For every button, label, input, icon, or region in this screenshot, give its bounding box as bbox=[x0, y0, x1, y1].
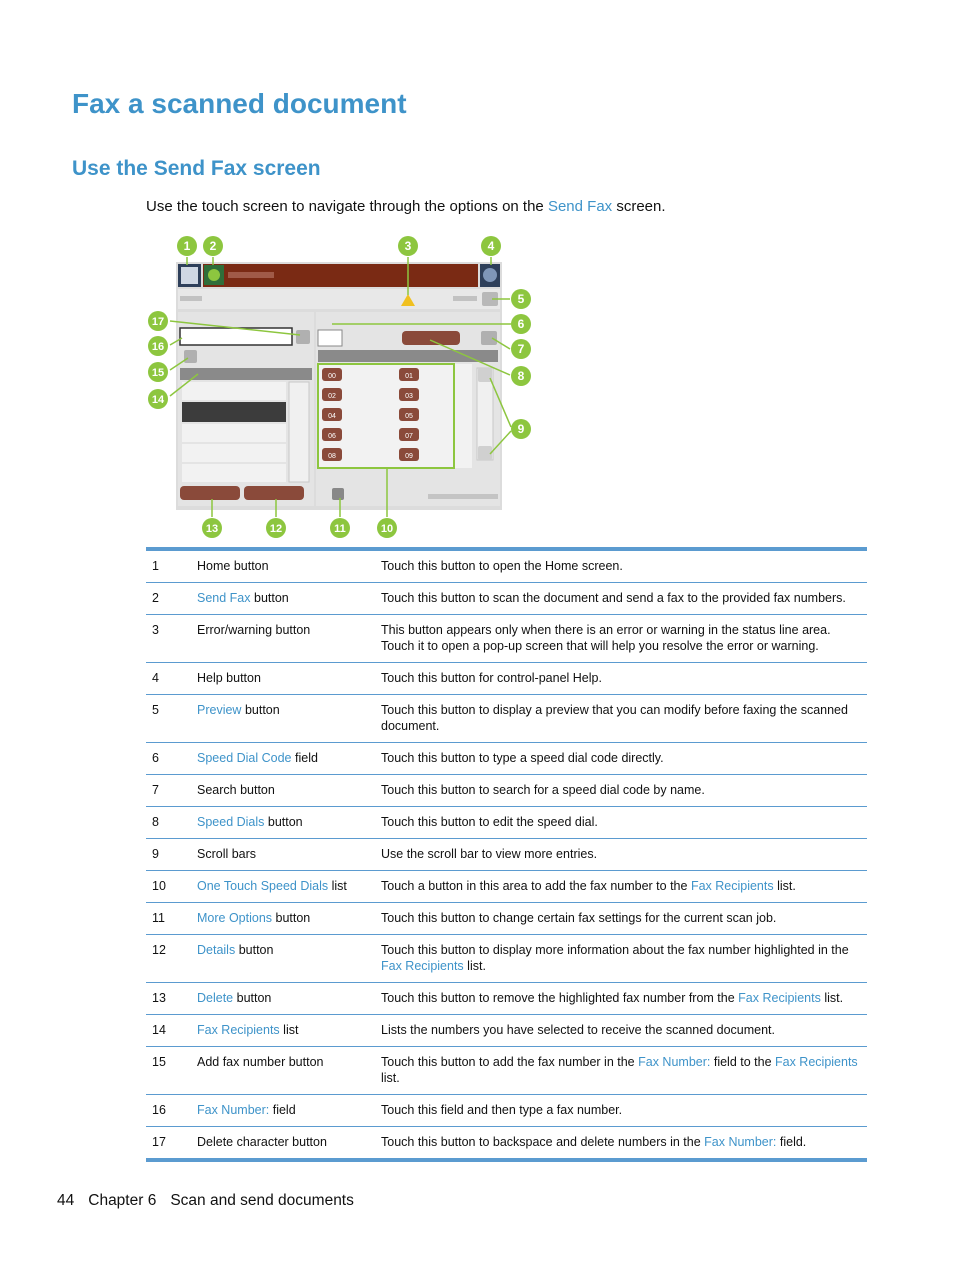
svg-text:6: 6 bbox=[517, 317, 525, 331]
svg-text:00: 00 bbox=[328, 373, 336, 380]
item-name bbox=[191, 775, 375, 807]
cross-reference-link[interactable]: Fax Number: bbox=[638, 1055, 711, 1069]
item-description bbox=[375, 583, 867, 615]
callout-13 bbox=[202, 518, 222, 538]
speed-dial-04 bbox=[322, 408, 342, 421]
item-description bbox=[375, 775, 867, 807]
text-segment: field to the bbox=[710, 1055, 775, 1069]
item-description bbox=[375, 903, 867, 935]
table-row bbox=[146, 615, 867, 663]
text-segment: Add fax number button bbox=[197, 1055, 324, 1069]
callout-number: 14 bbox=[146, 1015, 191, 1047]
cross-reference-link[interactable]: Send Fax bbox=[197, 591, 251, 605]
text-segment: field bbox=[291, 751, 318, 765]
item-description bbox=[375, 663, 867, 695]
callout-7 bbox=[511, 339, 531, 359]
svg-text:1: 1 bbox=[183, 239, 191, 253]
text-segment: field bbox=[269, 1103, 296, 1117]
recipient-row bbox=[182, 424, 286, 442]
text-segment: button bbox=[233, 991, 272, 1005]
item-name bbox=[191, 549, 375, 583]
text-segment: list bbox=[328, 879, 347, 893]
svg-text:16: 16 bbox=[151, 341, 165, 353]
table-row bbox=[146, 1015, 867, 1047]
item-name bbox=[191, 839, 375, 871]
chapter-label: Chapter 6 bbox=[88, 1192, 157, 1209]
svg-text:12: 12 bbox=[269, 523, 283, 535]
item-name bbox=[191, 1095, 375, 1127]
text-segment: This button appears only when there is an error or warning in the status line area. Touch it to open a pop-up screen that will help you resolve the error or warning. bbox=[381, 623, 831, 653]
text-segment: Touch this button to backspace and delete numbers in the bbox=[381, 1135, 705, 1149]
recipient-row bbox=[182, 382, 286, 400]
svg-text:10: 10 bbox=[380, 523, 394, 535]
svg-text:01: 01 bbox=[405, 373, 413, 380]
item-name bbox=[191, 807, 375, 839]
text-segment: Touch this button to scan the document and send a fax to the provided fax numbers. bbox=[381, 591, 846, 605]
cross-reference-link[interactable]: Fax Recipients bbox=[775, 1055, 858, 1069]
add-fax-number-icon bbox=[184, 350, 197, 363]
svg-text:7: 7 bbox=[517, 342, 525, 356]
text-segment: list. bbox=[773, 879, 796, 893]
table-row bbox=[146, 775, 867, 807]
text-segment: Touch this button to remove the highlighted fax number from the bbox=[381, 991, 739, 1005]
text-segment: Touch this button to display a preview that you can modify before faxing the scanned document. bbox=[381, 703, 848, 733]
svg-text:15: 15 bbox=[151, 367, 165, 379]
text-segment: list bbox=[279, 1023, 299, 1037]
callout-14 bbox=[148, 389, 168, 409]
callout-number: 10 bbox=[146, 871, 191, 903]
callout-17 bbox=[148, 311, 168, 331]
callout-number: 7 bbox=[146, 775, 191, 807]
item-description bbox=[375, 839, 867, 871]
one-touch-header bbox=[318, 350, 498, 362]
item-description bbox=[375, 807, 867, 839]
cross-reference-link[interactable]: Fax Number: bbox=[704, 1135, 777, 1149]
svg-text:02: 02 bbox=[328, 393, 336, 400]
section-title: Use the Send Fax screen bbox=[72, 157, 321, 180]
cross-reference-link[interactable]: Fax Number: bbox=[197, 1103, 270, 1117]
text-segment: Touch this button to change certain fax settings for the current scan job. bbox=[381, 911, 777, 925]
text-segment: Search button bbox=[197, 783, 275, 797]
item-description bbox=[375, 983, 867, 1015]
item-description bbox=[375, 871, 867, 903]
cross-reference-link[interactable]: More Options bbox=[197, 911, 273, 925]
callout-number: 6 bbox=[146, 743, 191, 775]
cross-reference-link[interactable]: Speed Dial Code bbox=[197, 751, 292, 765]
callout-number: 2 bbox=[146, 583, 191, 615]
item-name bbox=[191, 695, 375, 743]
callout-number: 17 bbox=[146, 1127, 191, 1161]
send-fax-link[interactable]: Send Fax bbox=[547, 198, 613, 215]
text-segment: Touch this button to add the fax number in the bbox=[381, 1055, 639, 1069]
svg-text:04: 04 bbox=[328, 413, 336, 420]
text-segment: button bbox=[272, 911, 311, 925]
item-name bbox=[191, 615, 375, 663]
svg-text:06: 06 bbox=[328, 433, 336, 440]
svg-text:5: 5 bbox=[517, 292, 525, 306]
callout-number: 3 bbox=[146, 615, 191, 663]
text-segment: Touch this button to open the Home screen. bbox=[381, 559, 623, 573]
svg-text:8: 8 bbox=[517, 369, 525, 383]
svg-text:09: 09 bbox=[405, 453, 413, 460]
send-fax-screen-figure bbox=[140, 228, 540, 544]
cross-reference-link[interactable]: Fax Recipients bbox=[197, 1023, 280, 1037]
page-footer bbox=[57, 1192, 368, 1210]
text-segment: list. bbox=[820, 991, 844, 1005]
cross-reference-link[interactable]: Fax Recipients bbox=[690, 879, 774, 893]
recipient-row bbox=[182, 464, 286, 482]
text-segment: button bbox=[241, 703, 280, 717]
speed-dial-00 bbox=[322, 368, 342, 381]
svg-text:03: 03 bbox=[405, 393, 413, 400]
item-name bbox=[191, 1047, 375, 1095]
item-name bbox=[191, 1015, 375, 1047]
scroll-up-icon bbox=[478, 368, 492, 382]
item-description bbox=[375, 743, 867, 775]
table-row bbox=[146, 695, 867, 743]
text-segment: Use the scroll bar to view more entries. bbox=[381, 847, 598, 861]
text-segment: Lists the numbers you have selected to receive the scanned document. bbox=[381, 1023, 775, 1037]
callout-reference-table bbox=[146, 547, 867, 1162]
callout-number: 16 bbox=[146, 1095, 191, 1127]
callout-9 bbox=[511, 419, 531, 439]
recipient-row-selected bbox=[182, 402, 286, 422]
details-button-shape bbox=[244, 486, 304, 500]
text-segment: list. bbox=[463, 959, 486, 973]
svg-text:08: 08 bbox=[328, 453, 336, 460]
speed-dial-03 bbox=[399, 388, 419, 401]
text-segment: Touch this button for control-panel Help. bbox=[381, 671, 602, 685]
text-segment: Touch this button to display more information about the fax number highlighted in the bbox=[381, 943, 849, 957]
text-segment: list. bbox=[381, 1071, 400, 1085]
svg-text:13: 13 bbox=[205, 523, 219, 535]
chapter-title: Scan and send documents bbox=[170, 1192, 354, 1209]
callout-number: 13 bbox=[146, 983, 191, 1015]
callout-16 bbox=[148, 336, 168, 356]
callout-5 bbox=[511, 289, 531, 309]
fax-number-field bbox=[180, 328, 292, 345]
more-options-icon bbox=[332, 488, 344, 500]
callout-15 bbox=[148, 362, 168, 382]
text-segment: Touch this button to search for a speed dial code by name. bbox=[381, 783, 705, 797]
text-segment: Touch a button in this area to add the fax number to the bbox=[381, 879, 691, 893]
callout-number: 1 bbox=[152, 559, 159, 573]
cross-reference-link[interactable]: Details bbox=[197, 943, 236, 957]
text-segment: Touch this button to edit the speed dial. bbox=[381, 815, 598, 829]
callout-11 bbox=[330, 518, 350, 538]
item-name bbox=[191, 663, 375, 695]
item-name bbox=[191, 935, 375, 983]
table-row bbox=[146, 935, 867, 983]
speed-dial-02 bbox=[322, 388, 342, 401]
item-name bbox=[191, 871, 375, 903]
item-description bbox=[375, 1047, 867, 1095]
status-bar bbox=[178, 289, 500, 309]
svg-text:14: 14 bbox=[151, 394, 165, 406]
table-row bbox=[146, 1127, 867, 1161]
speed-dial-06 bbox=[322, 428, 342, 441]
cross-reference-link[interactable]: Speed Dials bbox=[197, 815, 265, 829]
page-title: Fax a scanned document bbox=[72, 88, 407, 119]
delete-button-shape bbox=[180, 486, 240, 500]
callout-number: 12 bbox=[146, 935, 191, 983]
recipients-scrollbar bbox=[289, 382, 309, 482]
text-segment: Delete character button bbox=[197, 1135, 327, 1149]
text-segment: Touch this button to type a speed dial code directly. bbox=[381, 751, 664, 765]
table-row bbox=[146, 743, 867, 775]
table-row bbox=[146, 839, 867, 871]
table-row bbox=[146, 663, 867, 695]
table-row bbox=[146, 807, 867, 839]
text-segment: Touch this field and then type a fax number. bbox=[381, 1103, 623, 1117]
speed-dial-07 bbox=[399, 428, 419, 441]
text-segment: button bbox=[250, 591, 289, 605]
text-segment: Help button bbox=[197, 671, 261, 685]
delete-char-icon bbox=[296, 330, 310, 344]
callout-number: 8 bbox=[146, 807, 191, 839]
callout-number: 11 bbox=[146, 903, 191, 935]
callout-10 bbox=[377, 518, 397, 538]
item-description bbox=[375, 695, 867, 743]
table-row bbox=[146, 983, 867, 1015]
speed-dial-code-field bbox=[318, 330, 342, 346]
speed-dial-05 bbox=[399, 408, 419, 421]
callout-3 bbox=[398, 236, 418, 256]
table-row bbox=[146, 583, 867, 615]
table-row bbox=[146, 1047, 867, 1095]
callout-number: 9 bbox=[146, 839, 191, 871]
table-row bbox=[146, 871, 867, 903]
item-name bbox=[191, 1127, 375, 1161]
intro-paragraph: Use the touch screen to navigate through the options on the Send Fax screen. bbox=[146, 198, 666, 215]
svg-text:11: 11 bbox=[334, 523, 346, 535]
text-segment: field. bbox=[776, 1135, 807, 1149]
callout-12 bbox=[266, 518, 286, 538]
table-row bbox=[146, 903, 867, 935]
item-description bbox=[375, 935, 867, 983]
callout-1 bbox=[177, 236, 197, 256]
svg-text:07: 07 bbox=[405, 433, 413, 440]
callout-2 bbox=[203, 236, 223, 256]
callout-number: 5 bbox=[146, 695, 191, 743]
page-number: 44 bbox=[57, 1192, 75, 1209]
speed-dials-button-shape bbox=[402, 331, 460, 345]
text-segment: Error/warning button bbox=[197, 623, 311, 637]
cross-reference-link[interactable]: Preview bbox=[197, 703, 242, 717]
table-row bbox=[146, 549, 867, 583]
cross-reference-link[interactable]: Delete bbox=[197, 991, 234, 1005]
speed-dial-01 bbox=[399, 368, 419, 381]
callout-6 bbox=[511, 314, 531, 334]
recipient-row bbox=[182, 444, 286, 462]
cross-reference-link[interactable]: One Touch Speed Dials bbox=[197, 879, 329, 893]
cross-reference-link[interactable]: Fax Recipients bbox=[738, 991, 821, 1005]
search-icon bbox=[481, 331, 497, 345]
callout-number: 4 bbox=[146, 663, 191, 695]
callout-4 bbox=[481, 236, 501, 256]
callout-number: 15 bbox=[146, 1047, 191, 1095]
svg-text:05: 05 bbox=[405, 413, 413, 420]
svg-text:17: 17 bbox=[151, 316, 165, 328]
svg-text:4: 4 bbox=[487, 239, 495, 253]
text-segment: Scroll bars bbox=[197, 847, 257, 861]
item-description bbox=[375, 549, 867, 583]
table-row bbox=[146, 1095, 867, 1127]
text-segment: button bbox=[235, 943, 274, 957]
svg-text:3: 3 bbox=[404, 239, 412, 253]
text-segment: Home button bbox=[197, 559, 269, 573]
svg-text:9: 9 bbox=[517, 422, 525, 436]
speed-dial-09 bbox=[399, 448, 419, 461]
svg-text:2: 2 bbox=[209, 239, 217, 253]
speed-dial-08 bbox=[322, 448, 342, 461]
item-name bbox=[191, 743, 375, 775]
item-description bbox=[375, 1015, 867, 1047]
fax-recipients-header bbox=[180, 368, 312, 380]
item-name bbox=[191, 903, 375, 935]
item-description bbox=[375, 1095, 867, 1127]
item-description bbox=[375, 615, 867, 663]
text-segment: button bbox=[264, 815, 303, 829]
item-name bbox=[191, 583, 375, 615]
item-name bbox=[191, 983, 375, 1015]
item-description bbox=[375, 1127, 867, 1161]
cross-reference-link[interactable]: Fax Recipients bbox=[381, 959, 464, 973]
callout-8 bbox=[511, 366, 531, 386]
